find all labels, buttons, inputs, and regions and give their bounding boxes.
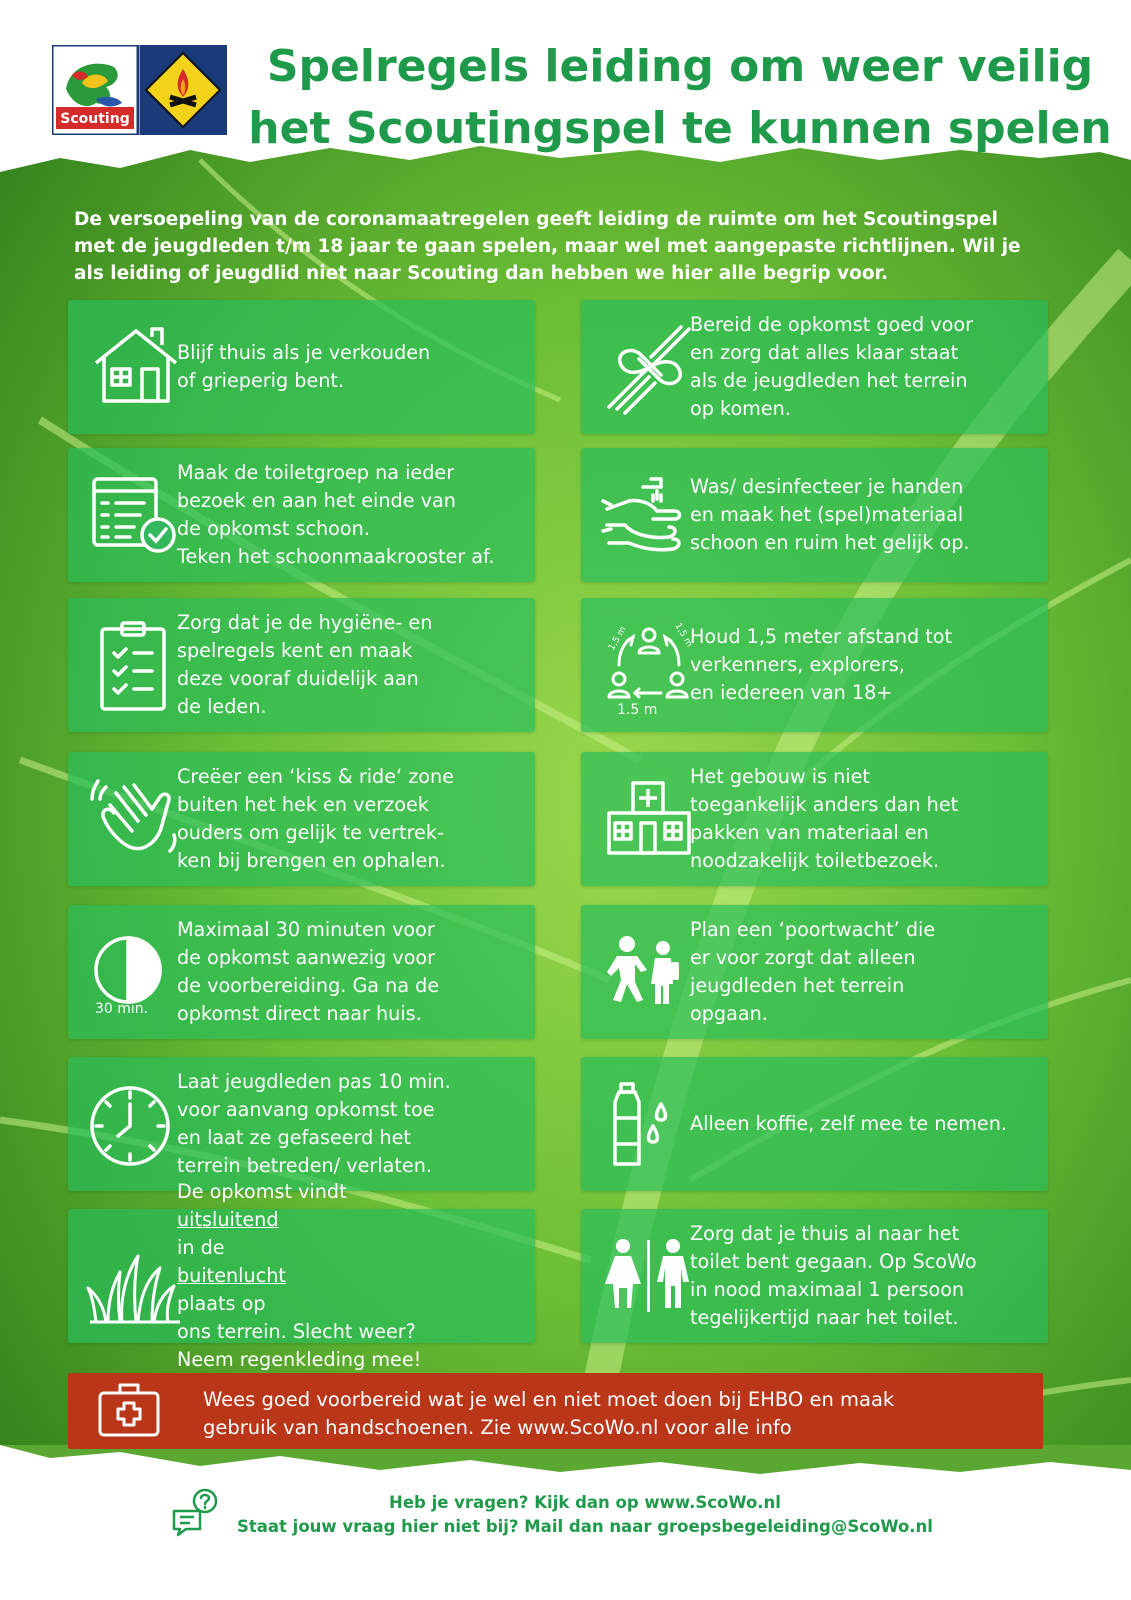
rule-card-maximaal (68, 905, 535, 1039)
distance-people-icon (599, 615, 699, 715)
rule-card-handen (581, 448, 1048, 582)
rule-card-aanvang (68, 1057, 535, 1191)
grass-icon (86, 1226, 186, 1326)
rules-grid (68, 300, 1063, 1371)
rope-knot-icon (599, 317, 699, 417)
rule-text: Zorg dat je thuis al naar het toilet bent gegaan. Op ScoWo in nood maximaal 1 persoon tegelijkertijd naar het toilet. (690, 1222, 977, 1329)
intro-text (74, 206, 1049, 287)
clock-icon (86, 1074, 186, 1174)
rule-card-thuistoilet (581, 1209, 1048, 1343)
intro-line-3: als leiding of jeugdlid niet naar Scouting dan hebben we hier alle begrip voor. (74, 263, 889, 284)
waving-hand-icon (86, 769, 186, 869)
rule-card-koffie (581, 1057, 1048, 1191)
rule-card-poortwacht (581, 905, 1048, 1039)
footer-line-1: Heb je vragen? Kijk dan op www.ScoWo.nl (389, 1493, 781, 1512)
rule-card-kissride (68, 752, 535, 886)
rule-text: Alleen koffie, zelf mee te nemen. (690, 1112, 1007, 1135)
rule-card-buiten (68, 1180, 535, 1371)
svg-text:Scouting: Scouting (60, 111, 130, 127)
toilet-people-icon (599, 1226, 699, 1326)
gatekeeper-icon (599, 922, 699, 1022)
emphasis-uitsluitend: uitsluitend (177, 1208, 279, 1231)
title-line-2: het Scoutingspel te kunnen spelen (248, 103, 1112, 154)
rule-card-hygiene (68, 598, 535, 732)
distance-label: 1.5 m (617, 702, 658, 718)
rule-text: Blijf thuis als je verkouden of grieperig bent. (177, 341, 431, 392)
question-chat-icon (170, 1487, 222, 1537)
first-aid-kit-icon (96, 1379, 162, 1441)
rule-text: Was/ desinfecteer je handen en maak het (spel)materiaal schoon en ruim het gelijk op. (690, 475, 970, 554)
footer-line-2: Staat jouw vraag hier niet bij? Mail dan naar groepsbegeleiding@ScoWo.nl (237, 1517, 933, 1536)
cleaning-checklist-icon (86, 465, 186, 565)
clipboard-checklist-icon (86, 615, 186, 715)
rule-card-toilet (68, 448, 535, 582)
rule-text: Plan een ‘poortwacht’ die er voor zorgt dat alleen jeugdleden het terrein opgaan. (690, 918, 936, 1025)
rule-text: Laat jeugdleden pas 10 min. voor aanvang opkomst toe en laat ze gefaseerd het terrein betreden/ verlaten. (177, 1070, 451, 1177)
rule-text: De opkomst vindt uitsluitend in de buitenlucht plaats op ons terrein. Slecht weer? Neem regenkleding mee! (177, 1209, 521, 1343)
rule-text: Creëer een ‘kiss & ride‘ zone buiten het hek en verzoek ouders om gelijk te vertrek- ken bij brengen en ophalen. (177, 765, 455, 872)
intro-line-1: De versoepeling van de coronamaatregelen geeft leiding de ruimte om het Scoutingspel (74, 209, 998, 230)
duration-label: 30 min. (95, 1001, 149, 1017)
rule-text: Houd 1,5 meter afstand tot verkenners, explorers, en iedereen van 18+ (690, 625, 953, 704)
rule-text: Maximaal 30 minuten voor de opkomst aanwezig voor de voorbereiding. Ga na de opkomst direct naar huis. (177, 918, 440, 1025)
svg-text:1,5 m: 1,5 m (606, 625, 629, 653)
title-line-1: Spelregels leiding om weer veilig (266, 41, 1094, 92)
hand-washing-icon (599, 465, 699, 565)
footer-contact (220, 1491, 950, 1539)
house-icon (86, 317, 186, 417)
rule-text: Bereid de opkomst goed voor en zorg dat alles klaar staat als de jeugdleden het terrein op komen. (690, 313, 974, 420)
ehbo-banner (68, 1373, 1043, 1449)
scouting-logo (52, 45, 227, 135)
svg-text:1,5 m: 1,5 m (672, 621, 695, 649)
rule-text: Zorg dat je de hygiëne- en spelregels kent en maak deze vooraf duidelijk aan de leden. (177, 611, 433, 718)
rule-card-gebouw (581, 752, 1048, 886)
rule-text: Het gebouw is niet toegankelijk anders dan het pakken van materiaal en noodzakelijk toiletbezoek. (690, 765, 959, 872)
ehbo-text: Wees goed voorbereid wat je wel en niet moet doen bij EHBO en maak gebruik van handschoenen. Zie www.ScoWo.nl voor alle info (203, 1388, 895, 1439)
emphasis-buitenlucht: buitenlucht (177, 1264, 286, 1287)
rule-text: Maak de toiletgroep na ieder bezoek en aan het einde van de opkomst schoon. Teken het schoonmaakrooster af. (177, 461, 495, 568)
building-icon (599, 769, 699, 869)
intro-line-2: met de jeugdleden t/m 18 jaar te gaan spelen, maar wel met aangepaste richtlijnen. Wil je (74, 236, 1021, 257)
rule-card-thuis (68, 300, 535, 434)
page-title (240, 36, 1120, 160)
rule-card-afstand (581, 598, 1048, 732)
bottle-drops-icon (599, 1074, 699, 1174)
rule-card-voorbereiden (581, 300, 1048, 434)
